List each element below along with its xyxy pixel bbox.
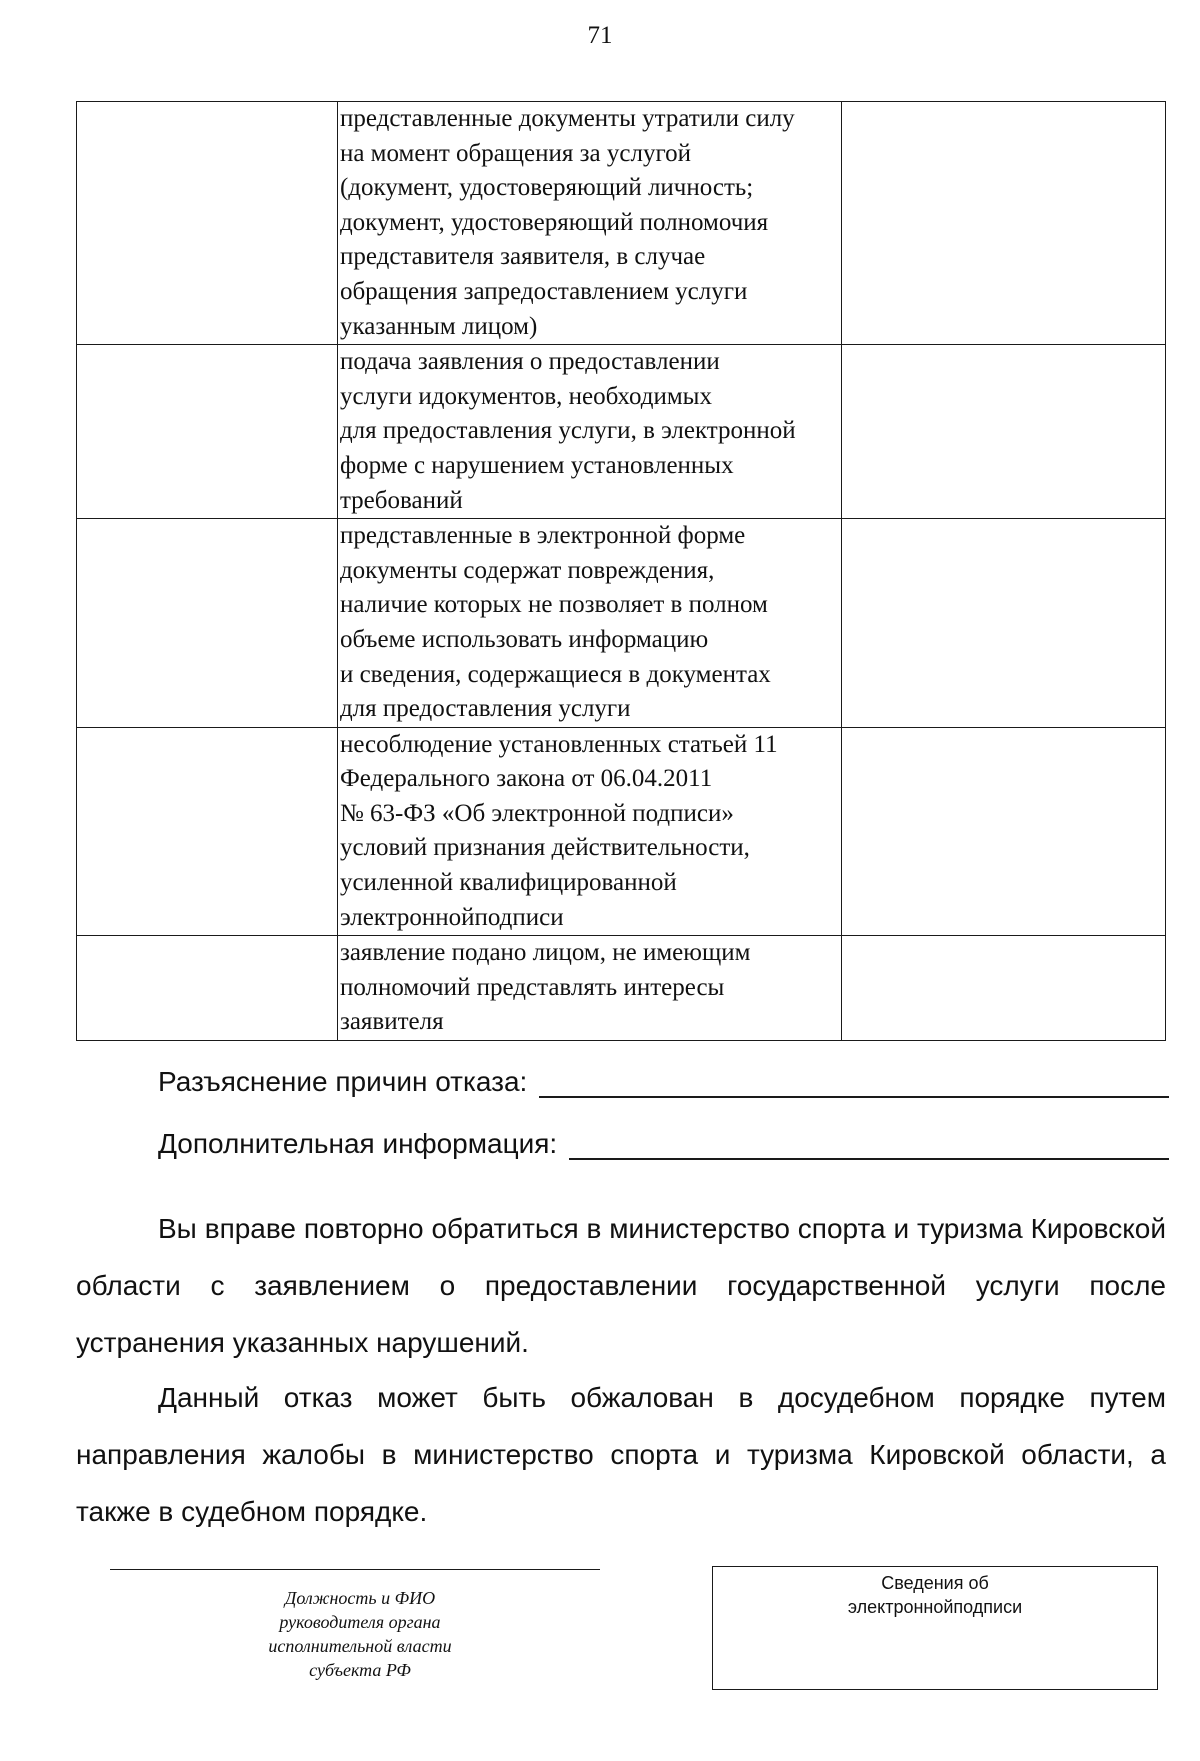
table-row (77, 936, 1166, 1041)
table-cell-reason (337, 727, 841, 936)
reason-text: несоблюдение установленных статьей 11 Федерального закона от 06.04.2011 № 63-ФЗ «Об электронной подписи» условий признания действительности, усиленной квалифицированной электроннойподписи (339, 730, 778, 931)
table-cell-code (77, 345, 338, 519)
additional-info-field (158, 1128, 1169, 1160)
table-cell-reason (337, 936, 841, 1041)
table-cell-explanation (841, 936, 1165, 1041)
table-cell-code (77, 727, 338, 936)
explanation-field (158, 1066, 1169, 1098)
signature-caption: Должность и ФИО руководителя органа исполнительной власти субъекта РФ (268, 1588, 452, 1680)
page-number: 71 (587, 22, 613, 49)
reason-text: заявление подано лицом, не имеющим полномочий представлять интересы заявителя (339, 939, 751, 1036)
table-cell-explanation (841, 102, 1165, 345)
explanation-label: Разъяснение причин отказа: (158, 1066, 528, 1097)
table-cell-reason (337, 519, 841, 728)
table-row (77, 345, 1166, 519)
signature-line (110, 1569, 600, 1570)
reapply-paragraph: Вы вправе повторно обратиться в министерство спорта и туризма Кировской области с заявлением о предоставлении государственной услуги после устранения указанных нарушений. (76, 1213, 1166, 1358)
refusal-reasons-table (76, 101, 1166, 1041)
additional-info-blank-line[interactable] (569, 1128, 1169, 1160)
reason-text: представленные документы утратили силу на момент обращения за услугой (документ, удостоверяющий личность; документ, удостоверяющий полномочия представителя заявителя, в случае обращения запредоставлением услуги указанным лицом) (339, 105, 795, 340)
electronic-signature-box: Сведения об электроннойподписи (712, 1566, 1158, 1690)
table-cell-explanation (841, 727, 1165, 936)
table-cell-explanation (841, 519, 1165, 728)
table-row (77, 727, 1166, 936)
table-row (77, 519, 1166, 728)
table-cell-reason (337, 345, 841, 519)
reason-text: представленные в электронной форме документы содержат повреждения, наличие которых не позволяет в полном объеме использовать информацию и сведения, содержащиеся в документах для предоставления услуги (339, 522, 771, 723)
appeal-paragraph: Данный отказ может быть обжалован в досудебном порядке путем направления жалобы в министерство спорта и туризма Кировской области, а также в судебном порядке. (76, 1382, 1166, 1527)
additional-info-label: Дополнительная информация: (158, 1128, 558, 1159)
table-cell-code (77, 519, 338, 728)
reason-text: подача заявления о предоставлении услуги идокументов, необходимых для предоставления услуги, в электронной форме с нарушением установленных требований (339, 348, 796, 514)
table-cell-code (77, 936, 338, 1041)
table-cell-explanation (841, 345, 1165, 519)
table-cell-reason (337, 102, 841, 345)
explanation-blank-line[interactable] (539, 1066, 1169, 1098)
table-cell-code (77, 102, 338, 345)
table-row (77, 102, 1166, 345)
